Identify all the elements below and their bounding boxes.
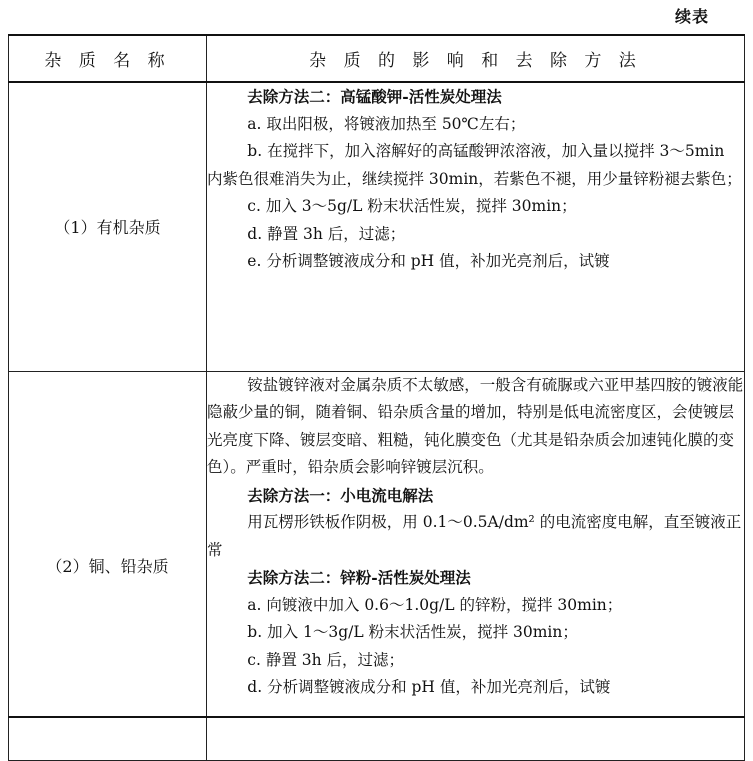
impurity-name-cell: （2）铜、铅杂质 [9,371,207,760]
impurity-table [8,34,745,761]
paragraph-line: c. 静置 3h 后，过滤； [247,650,405,669]
paragraph-line: d. 静置 3h 后，过滤； [247,224,406,243]
method-heading: 去除方法二：锌粉-活性炭处理法 [247,568,471,587]
paragraph-line: b. 加入 1～3g/L 粉末状活性炭，搅拌 30min； [247,623,578,641]
paragraph-line: 用瓦楞形铁板作阴极，用 0.1～0.5A/dm² 的电流密度电解，直至镀液正常 [207,513,742,559]
method-heading: 去除方法二：高锰酸钾-活性炭处理法 [247,87,502,106]
paragraph-line: b. 在搅拌下，加入溶解好的高锰酸钾浓溶液，加入量以搅拌 3～5min 内紫色很难消失为止，继续搅拌 30min，若紫色不褪，用少量锌粉褪去紫色； [207,142,742,188]
text-block [207,372,744,702]
method-heading: 去除方法一：小电流电解法 [247,485,434,505]
removal-method-cell [207,82,745,371]
paragraph-line: d. 分析调整镀液成分和 pH 值，补加光亮剂后，试镀 [247,678,611,696]
text-block [207,83,744,276]
header-impurity-name: 杂 质 名 称 [9,35,207,82]
table-row [9,371,745,760]
paragraph-line: 铵盐镀锌液对金属杂质不太敏感，一般含有硫脲或六亚甲基四胺的镀液能隐蔽少量的铜，随着铜、铅杂质含量的增加，特别是低电流密度区，会使镀层光亮度下降、镀层变暗、粗糙，钝化膜变色（尤其是铅杂质会加速钝化膜的变色）。严重时，铅杂质会影响锌镀层沉积。 [207,375,744,476]
impurity-name-cell: （1）有机杂质 [9,82,207,371]
paragraph-line: a. 向镀液中加入 0.6～1.0g/L 的锌粉，搅拌 30min； [247,595,623,614]
header-effect-and-removal: 杂 质 的 影 响 和 去 除 方 法 [207,35,745,82]
table-header-row [9,35,745,82]
continued-table-label: 续表 [674,7,709,26]
removal-method-cell [207,371,745,760]
paragraph-line: e. 分析调整镀液成分和 pH 值，补加光亮剂后，试镀 [247,252,610,270]
table-bottom-rule [8,716,745,718]
paragraph-line: a. 取出阳极，将镀液加热至 50℃左右； [247,114,526,133]
table-row [9,82,745,371]
paragraph-line: c. 加入 3～5g/L 粉末状活性炭，搅拌 30min； [247,197,577,215]
